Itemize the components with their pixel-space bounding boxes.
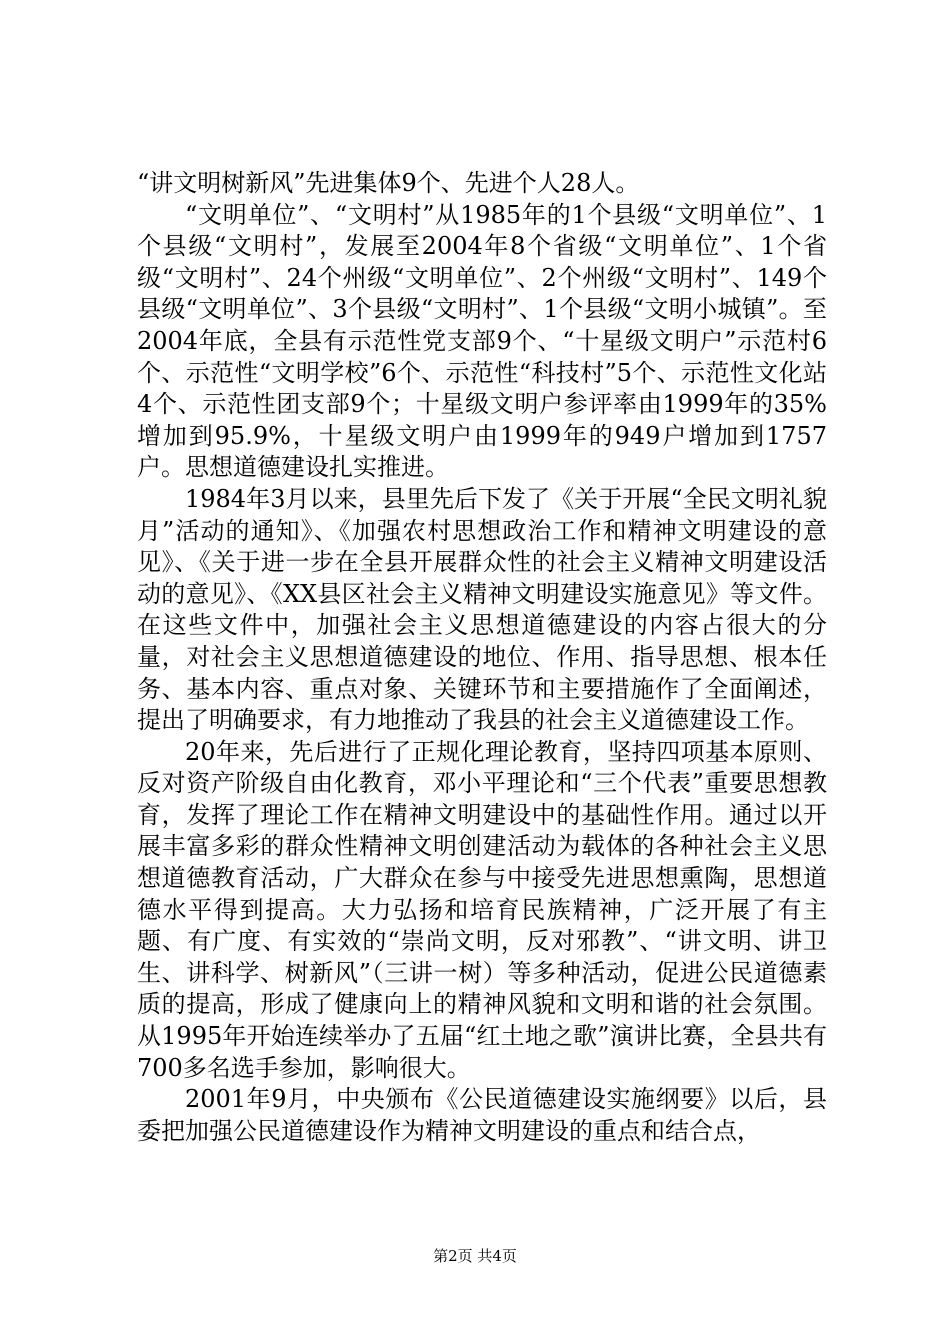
document-body bbox=[137, 168, 827, 1147]
paragraph-3: 1984年3月以来，县里先后下发了《关于开展“全民文明礼貌月”活动的通知》、《加强农村思想政治工作和精神文明建设的意见》、《关于进一步在全县开展群众性的社会主义精神文明建设活动的意见》、《XX县区社会主义精神文明建设实施意见》等文件。在这些文件中，加强社会主义思想道德建设的内容占很大的分量，对社会主义思想道德建设的地位、作用、指导思想、根本任务、基本内容、重点对象、关键环节和主要措施作了全面阐述，提出了明确要求，有力地推动了我县的社会主义道德建设工作。 bbox=[137, 484, 827, 735]
paragraph-5: 2001年9月，中央颁布《公民道德建设实施纲要》以后，县委把加强公民道德建设作为精神文明建设的重点和结合点， bbox=[137, 1085, 827, 1145]
paragraph-4: 20年来，先后进行了正规化理论教育，坚持四项基本原则、反对资产阶级自由化教育，邓小平理论和“三个代表”重要思想教育，发挥了理论工作在精神文明建设中的基础性作用。通过以开展丰富多彩的群众性精神文明创建活动为载体的各种社会主义思想道德教育活动，广大群众在参与中接受先进思想熏陶，思想道德水平得到提高。大力弘扬和培育民族精神，广泛开展了有主题、有广度、有实效的“崇尚文明，反对邪教”、“讲文明、讲卫生、讲科学、树新风”（三讲一树）等多种活动，促进公民道德素质的提高，形成了健康向上的精神风貌和文明和谐的社会氛围。从1995年开始连续举办了五届“红土地之歌”演讲比赛，全县共有700多名选手参加，影响很大。 bbox=[137, 737, 827, 1082]
paragraph-1: “讲文明树新风”先进集体9个、先进个人28人。 bbox=[137, 169, 640, 197]
paragraph-2: “文明单位”、“文明村”从1985年的1个县级“文明单位”、1个县级“文明村”，发展至2004年8个省级“文明单位”、1个省级“文明村”、24个州级“文明单位”、2个州级“文明村”、149个县级“文明单位”、3个县级“文明村”、1个县级“文明小城镇”。至2004年底，全县有示范性党支部9个、“十星级文明户”示范村6个、示范性“文明学校”6个、示范性“科技村”5个、示范性文化站4个、示范性团支部9个；十星级文明户参评率由1999年的35%增加到95.9%，十星级文明户由1999年的949户增加到1757户。思想道德建设扎实推进。 bbox=[137, 200, 827, 482]
page-footer bbox=[0, 1246, 950, 1266]
page-number-label: 第2页 共4页 bbox=[433, 1247, 517, 1265]
